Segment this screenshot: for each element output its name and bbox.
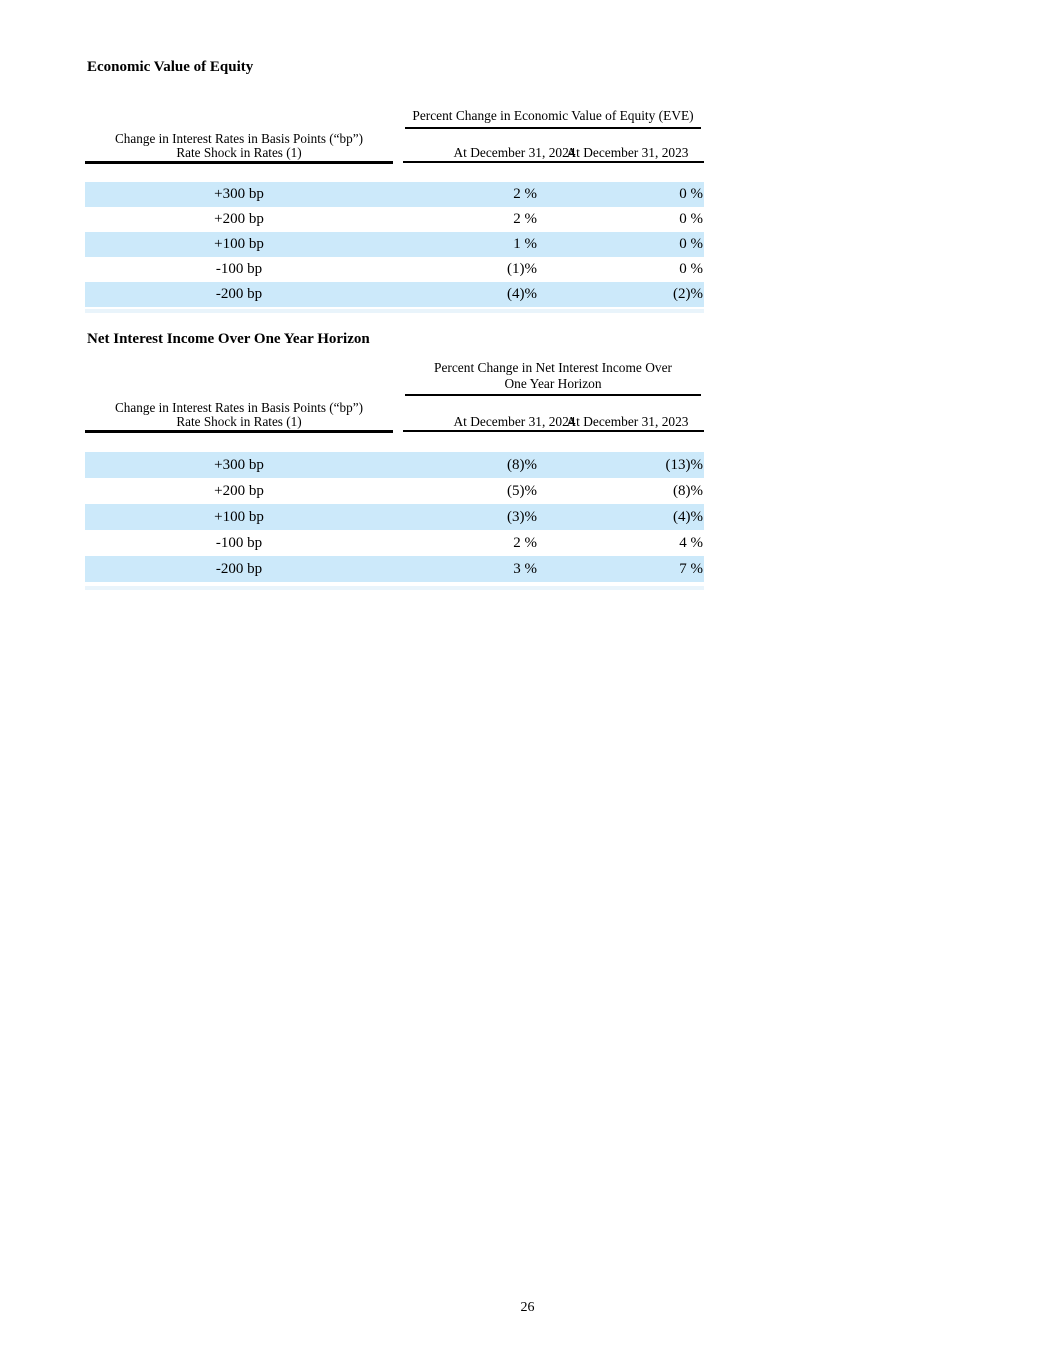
rate-shock-label: -200 bp <box>215 561 263 577</box>
spanning-column-header <box>405 108 701 129</box>
value-2023: (2)% <box>673 286 703 302</box>
value-2024: (4)% <box>507 286 537 302</box>
rate-shock-label: -200 bp <box>215 286 263 302</box>
spanning-column-header <box>405 360 701 396</box>
table-economic-value-of-equity <box>85 105 704 317</box>
value-2023: 4 % <box>679 535 703 551</box>
section-title-net-interest-income: Net Interest Income Over One Year Horizon <box>87 331 370 347</box>
value-2024: (1)% <box>507 261 537 277</box>
table-bottom-strip <box>85 309 704 313</box>
table-body <box>85 452 704 582</box>
table-row <box>85 504 704 530</box>
value-2023: 0 % <box>679 211 703 227</box>
table-row <box>85 257 704 282</box>
rate-shock-label: +200 bp <box>214 483 264 499</box>
spanning-header-line-2: One Year Horizon <box>504 375 602 391</box>
table-row <box>85 556 704 582</box>
value-2024: 2 % <box>513 211 537 227</box>
value-2023: 7 % <box>679 561 703 577</box>
rate-shock-label: +200 bp <box>214 211 264 227</box>
value-2024: 2 % <box>513 186 537 202</box>
value-2024: (5)% <box>507 483 537 499</box>
section-title-economic-value-of-equity: Economic Value of Equity <box>87 59 254 75</box>
column-header-2024: At December 31, 2024 <box>403 414 626 432</box>
spanning-header-text: Percent Change in Economic Value of Equity (EVE) <box>412 108 694 123</box>
table-row <box>85 478 704 504</box>
row-header <box>85 401 393 433</box>
value-2023: 0 % <box>679 186 703 202</box>
row-header-line-2: Rate Shock in Rates (1) <box>176 145 302 160</box>
table-row <box>85 182 704 207</box>
row-header <box>85 132 393 164</box>
table-row <box>85 452 704 478</box>
table-row <box>85 530 704 556</box>
column-header-2024: At December 31, 2024 <box>403 145 626 163</box>
rate-shock-label: +300 bp <box>214 186 264 202</box>
value-2024: (8)% <box>507 457 537 473</box>
row-header-line-1: Change in Interest Rates in Basis Points (“bp”) <box>115 400 363 415</box>
row-header-line-1: Change in Interest Rates in Basis Points (“bp”) <box>115 131 363 146</box>
row-header-line-2: Rate Shock in Rates (1) <box>176 414 302 429</box>
spanning-header-line-1: Percent Change in Net Interest Income Over <box>434 360 672 375</box>
table-net-interest-income <box>85 358 704 593</box>
table-row <box>85 282 704 307</box>
rate-shock-label: -100 bp <box>215 535 263 551</box>
column-header-2023: At December 31, 2023 <box>551 414 704 432</box>
table-bottom-strip <box>85 586 704 590</box>
value-2023: (4)% <box>673 509 703 525</box>
column-header-2023: At December 31, 2023 <box>551 145 704 163</box>
rate-shock-label: +300 bp <box>214 457 264 473</box>
value-2023: 0 % <box>679 236 703 252</box>
value-2023: 0 % <box>679 261 703 277</box>
value-2024: 3 % <box>513 561 537 577</box>
rate-shock-label: +100 bp <box>214 509 264 525</box>
value-2023: (8)% <box>673 483 703 499</box>
rate-shock-label: +100 bp <box>214 236 264 252</box>
table-row <box>85 207 704 232</box>
value-2024: 1 % <box>513 236 537 252</box>
rate-shock-label: -100 bp <box>215 261 263 277</box>
value-2024: (3)% <box>507 509 537 525</box>
value-2024: 2 % <box>513 535 537 551</box>
value-2023: (13)% <box>665 457 703 473</box>
page-number: 26 <box>520 1300 535 1315</box>
table-row <box>85 232 704 257</box>
table-body <box>85 182 704 307</box>
